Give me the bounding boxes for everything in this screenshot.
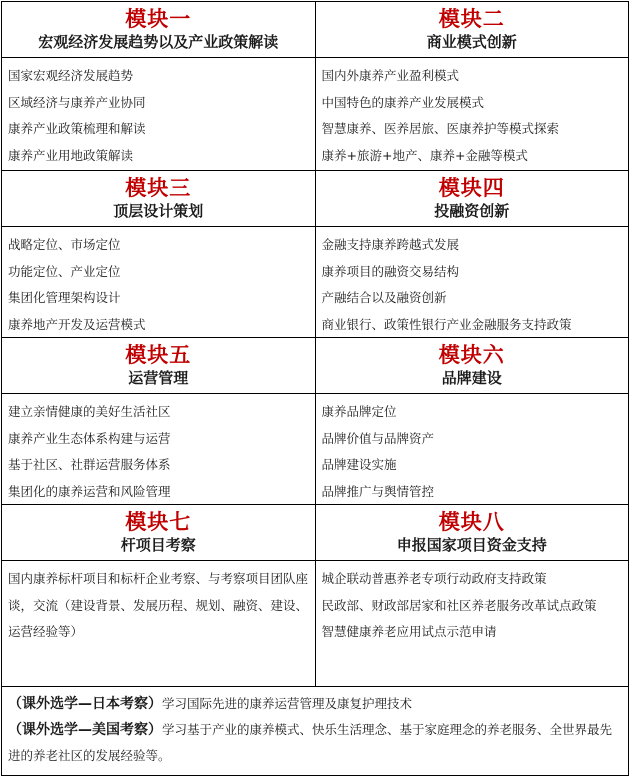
module-topic: 顶层设计策划 [2, 200, 315, 226]
module-items [2, 394, 315, 505]
module-label: 模块一 [2, 2, 315, 31]
list-item: 康养品牌定位 [322, 399, 623, 426]
footer-japan-text: 学习国际先进的康养运营管理及康复护理技术 [162, 696, 412, 711]
module-label: 模块七 [2, 505, 315, 534]
list-item: 集团化管理架构设计 [8, 285, 309, 312]
list-item: 中国特色的康养产业发展模式 [322, 90, 623, 117]
module-label: 模块六 [316, 338, 629, 367]
module-items [316, 58, 629, 169]
footer-line-usa [8, 717, 622, 769]
module-paragraph: 国内康养标杆项目和标杆企业考察、与考察项目团队座谈，交流（建设背景、发展历程、规划、融资、建设、运营经验等） [8, 566, 309, 646]
list-item: 建立亲情健康的美好生活社区 [8, 399, 309, 426]
list-item: 基于社区、社群运营服务体系 [8, 452, 309, 479]
list-item: 金融支持康养跨越式发展 [322, 232, 623, 259]
footer-japan-label: （课外选学—日本考察） [8, 696, 162, 712]
module-cell-5 [2, 338, 316, 505]
list-item: 康养产业生态体系构建与运营 [8, 426, 309, 453]
module-header [316, 2, 629, 58]
list-item: 智慧康养、医养居旅、医康养护等模式探索 [322, 116, 623, 143]
module-label: 模块五 [2, 338, 315, 367]
list-item: 康养产业用地政策解读 [8, 143, 309, 170]
module-header [316, 338, 629, 394]
module-topic: 品牌建设 [316, 367, 629, 393]
module-header [316, 171, 629, 227]
module-header [2, 171, 315, 227]
module-topic: 宏观经济发展趋势以及产业政策解读 [2, 31, 315, 57]
module-cell-7 [2, 505, 316, 687]
module-cell-6 [316, 338, 629, 505]
list-item: 区域经济与康养产业协同 [8, 90, 309, 117]
list-item: 智慧健康养老应用试点示范申请 [322, 619, 623, 646]
module-items [2, 561, 315, 646]
module-header [2, 2, 315, 58]
table-row [2, 505, 629, 687]
list-item: 国家宏观经济发展趋势 [8, 63, 309, 90]
module-items [316, 394, 629, 505]
list-item: 商业银行、政策性银行产业金融服务支持政策 [322, 312, 623, 339]
table-row [2, 2, 629, 171]
module-topic: 运营管理 [2, 367, 315, 393]
module-cell-8 [316, 505, 629, 687]
module-items [2, 227, 315, 338]
module-topic: 商业模式创新 [316, 31, 629, 57]
list-item: 康养项目的融资交易结构 [322, 259, 623, 286]
list-item: 品牌推广与舆情管控 [322, 479, 623, 506]
table-row [2, 171, 629, 338]
module-items [316, 561, 629, 646]
module-topic: 投融资创新 [316, 200, 629, 226]
footer-line-japan [8, 691, 622, 717]
list-item: 康养地产开发及运营模式 [8, 312, 309, 339]
module-header [316, 505, 629, 561]
list-item: 产融结合以及融资创新 [322, 285, 623, 312]
module-topic: 杆项目考察 [2, 534, 315, 560]
module-table [1, 1, 629, 776]
footer-usa-label: （课外选学—美国考察） [8, 722, 162, 738]
list-item: 品牌价值与品牌资产 [322, 426, 623, 453]
module-items [2, 58, 315, 169]
list-item: 集团化的康养运营和风险管理 [8, 479, 309, 506]
module-label: 模块四 [316, 171, 629, 200]
module-cell-3 [2, 171, 316, 338]
module-label: 模块八 [316, 505, 629, 534]
module-header [2, 338, 315, 394]
table-row [2, 338, 629, 505]
list-item: 城企联动普惠养老专项行动政府支持政策 [322, 566, 623, 593]
list-item: 康养+旅游+地产、康养+金融等模式 [322, 143, 623, 170]
list-item: 康养产业政策梳理和解读 [8, 116, 309, 143]
list-item: 国内外康养产业盈利模式 [322, 63, 623, 90]
list-item: 战略定位、市场定位 [8, 232, 309, 259]
module-cell-1 [2, 2, 316, 171]
module-cell-2 [316, 2, 629, 171]
elective-footer [2, 687, 629, 776]
footer-usa-text: 学习基于产业的康养模式、快乐生活理念、基于家庭理念的养老服务、全世界最先进的养老社区的发展经验等。 [8, 722, 612, 763]
module-label: 模块三 [2, 171, 315, 200]
list-item: 民政部、财政部居家和社区养老服务改革试点政策 [322, 593, 623, 620]
module-label: 模块二 [316, 2, 629, 31]
list-item: 功能定位、产业定位 [8, 259, 309, 286]
list-item: 品牌建设实施 [322, 452, 623, 479]
module-cell-4 [316, 171, 629, 338]
module-topic: 申报国家项目资金支持 [316, 534, 629, 560]
module-items [316, 227, 629, 338]
module-header [2, 505, 315, 561]
